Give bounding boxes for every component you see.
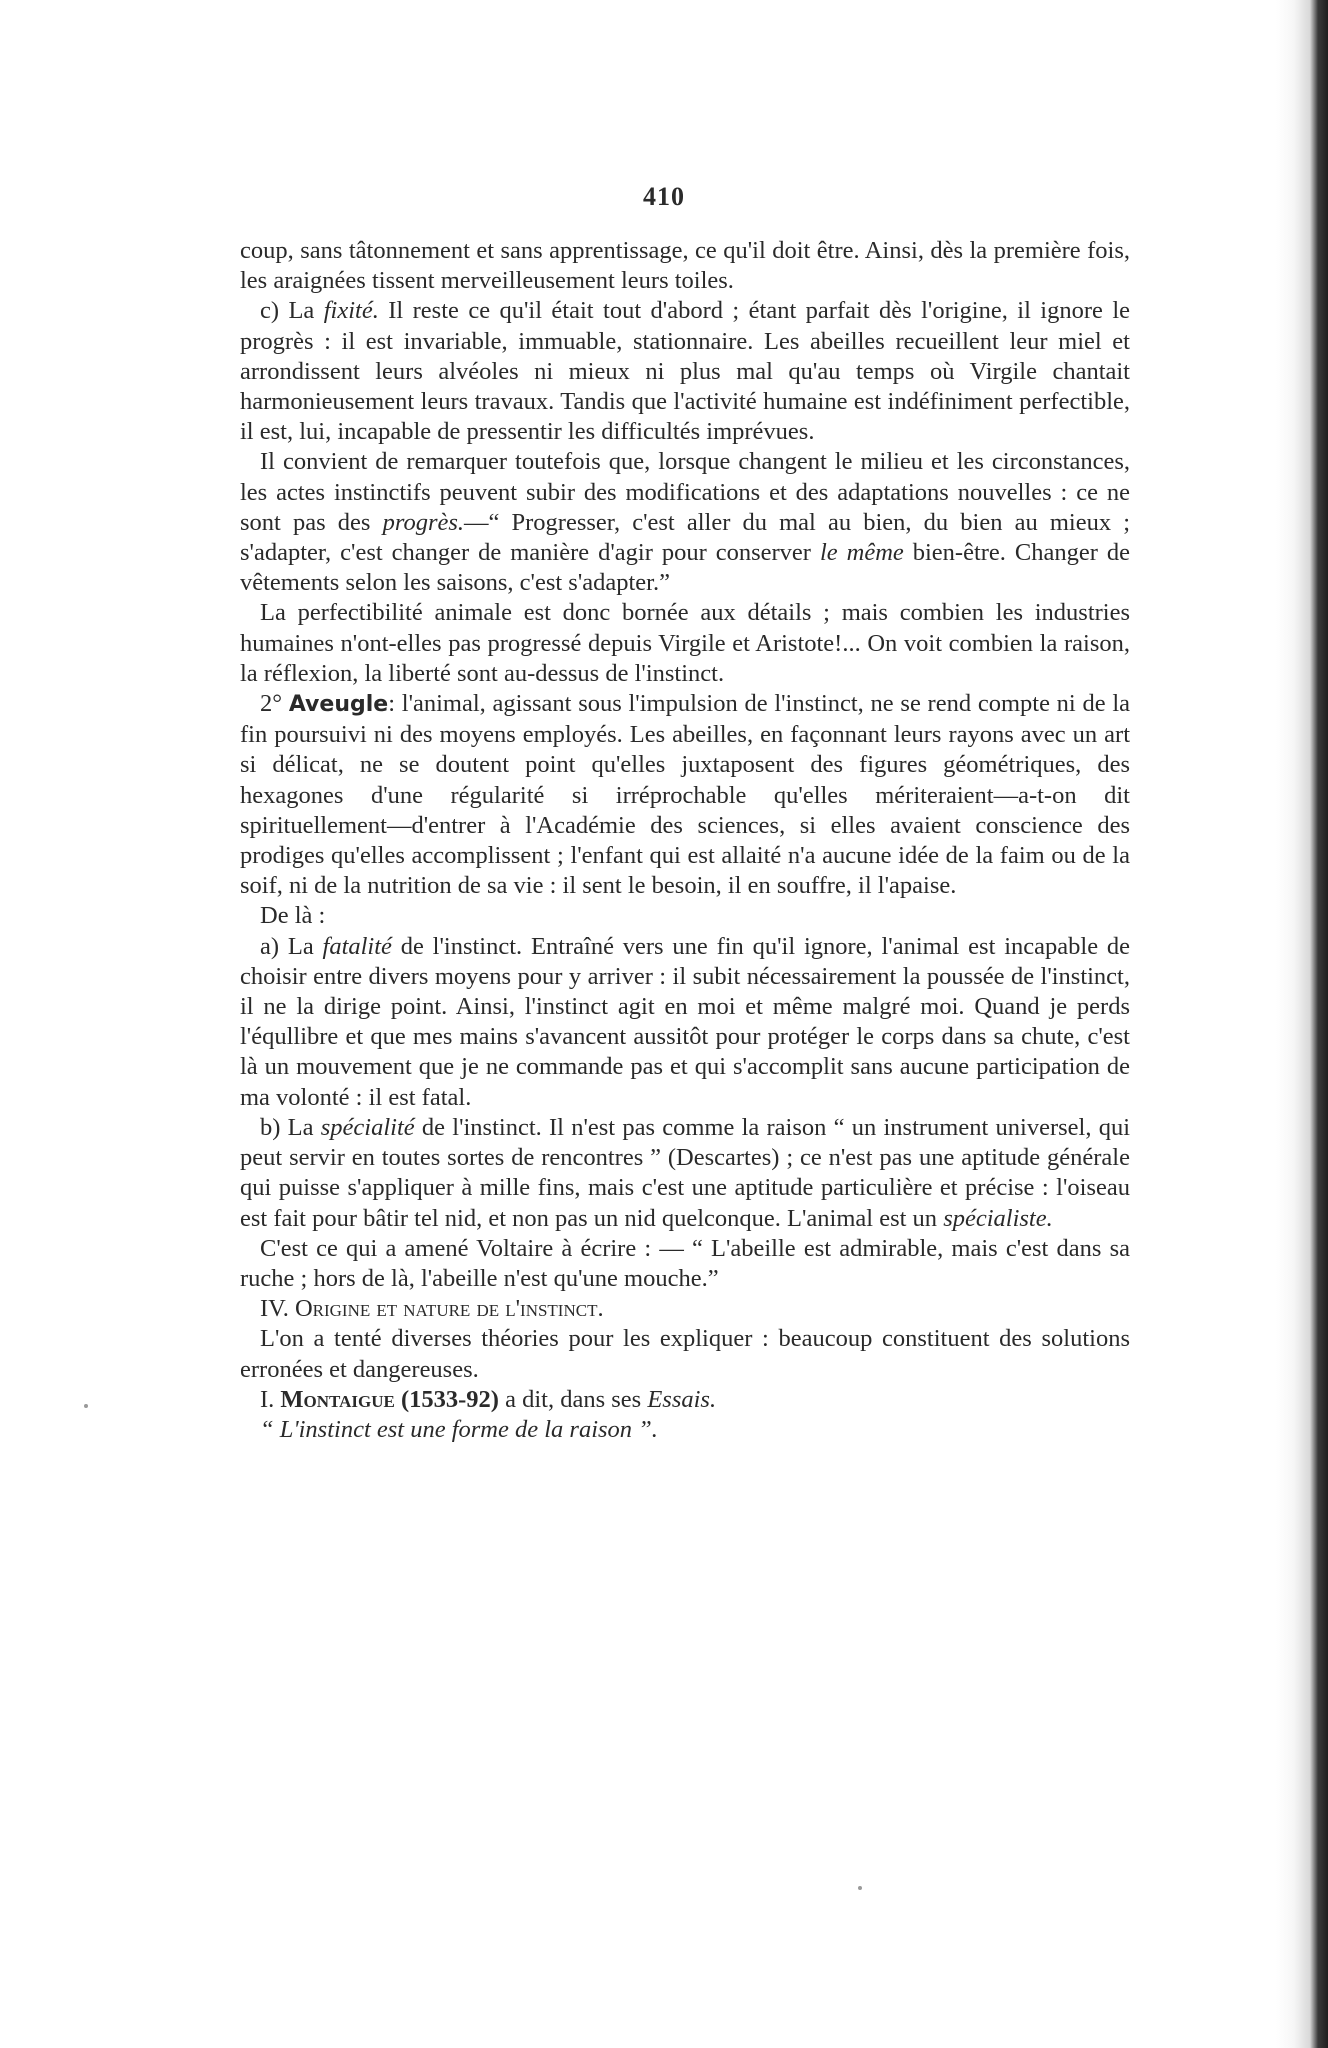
section-heading [240, 1294, 1130, 1324]
paragraph-text: de l'instinct. Il n'est pas comme la raison “ un instrument universel, qui peut servir en toutes sortes de rencontres ” (Descartes) ; ce n'est pas une aptitude générale qui puisse s'appliquer à mille fins, mais c'est une aptitude particulière et précise : l'oiseau est fait pour bâtir tel nid, et non pas un nid quelconque. L'animal est un [240, 1113, 1131, 1232]
item-number-i: I. [260, 1385, 275, 1413]
work-title: Essais. [647, 1385, 717, 1413]
paragraph-aveugle [240, 689, 1130, 901]
item-marker-a: a) [260, 932, 280, 960]
de-la-line: De là : [260, 902, 326, 930]
paragraph-text: l'animal, agissant sous l'impulsion de l'instinct, ne se rend compte ni de la fin poursuivi ni des moyens employés. Les abeilles, en façonnant leurs rayons avec un art si délicat, ne se doutent point qu'elles juxtaposent des figures géométriques, des hexagones d'une régularité si irréprochable qu'elles mériteraient—a-t-on dit spirituellement—d'entrer à l'Académie des sciences, si elles avaient conscience des prodiges qu'elles accomplissent ; l'enfant qui est allaité n'a aucune idée de la faim ou de la soif, ni de la nutrition de sa vie : il sent le besoin, il en souffre, il l'apaise. [240, 690, 1131, 900]
section-title: Origine et nature de l'instinct. [294, 1295, 604, 1323]
term-fixite: fixité. [323, 297, 379, 325]
page-edge-shadow [1276, 0, 1328, 2048]
quote-text: “ L'instinct est une forme de la raison ”. [260, 1415, 658, 1443]
paragraph-text: —“ Progresser, c'est aller du mal au bien, du bien au mieux ; s'adapter, c'est changer de manière d'agir pour conserver [240, 508, 1131, 567]
page-number: 410 [643, 182, 685, 211]
section-number: IV. [260, 1295, 289, 1323]
paragraph-text: de l'instinct. Entraîné vers une fin qu'il ignore, l'animal est incapable de choisir entre divers moyens pour y arriver : il subit nécessairement la poussée de l'instinct, il ne la dirige point. Ainsi, l'instinct agit en moi et même malgré moi. Quand je perds l'équllibre et que mes mains s'avancent aussitôt pour protéger le corps dans sa chute, c'est là un mouvement que je ne commande pas et qui s'accomplit sans aucune participation de ma volonté : il est fatal. [240, 932, 1130, 1111]
item-article: La [288, 297, 315, 325]
paragraph-perfectibilite: La perfectibilité animale est donc bornée aux détails ; mais combien les industries humaines n'ont-elles pas progressé depuis Virgile et Aristote!... On voit combien la raison, la réflexion, la liberté sont au-dessus de l'instinct. [240, 599, 1130, 687]
term-le-meme: le même [819, 539, 904, 567]
heading-aveugle: Aveugle [288, 692, 389, 718]
item-number-2: 2° [260, 690, 283, 718]
item-article: La [287, 932, 314, 960]
page-body [240, 236, 1130, 1445]
montaigne-quote [240, 1415, 1130, 1445]
colon: : [388, 690, 396, 718]
item-marker-b: b) [260, 1113, 281, 1141]
paragraph-fixite [240, 296, 1130, 447]
term-fatalite: fatalité [322, 932, 392, 960]
item-article: La [287, 1113, 314, 1141]
paragraph-adaptations [240, 447, 1130, 598]
term-progres: progrès. [382, 508, 465, 536]
scan-speck [858, 1886, 862, 1890]
paragraph-fatalite [240, 932, 1130, 1113]
paragraph-intro: coup, sans tâtonnement et sans apprentissage, ce qu'il doit être. Ainsi, dès la première fois, les araignées tissent merveilleusement leurs toiles. [240, 237, 1130, 295]
author-dates: (1533-92) [400, 1385, 499, 1413]
paragraph-text: Il reste ce qu'il était tout d'abord ; étant parfait dès l'origine, il ignore le progrès : il est invariable, immuable, stationnaire. Les abeilles recueillent leur miel et arrondissent leurs alvéoles ni mieux ni plus mal qu'au temps où Virgile chantait harmonieusement leurs travaux. Tandis que l'activité humaine est indéfiniment perfectible, il est, lui, incapable de pressentir les difficultés imprévues. [240, 297, 1131, 446]
scan-speck [84, 1404, 88, 1408]
paragraph-text: a dit, dans ses [505, 1385, 642, 1413]
paragraph-voltaire: C'est ce qui a amené Voltaire à écrire : — “ L'abeille est admirable, mais c'est dans sa ruche ; hors de là, l'abeille n'est qu'une mouche.” [240, 1234, 1130, 1292]
paragraph-specialite [240, 1113, 1130, 1234]
term-specialite: spécialité [320, 1113, 415, 1141]
paragraph-text: Il convient de remarquer toutefois que, lorsque changent le milieu et les circonstances, les actes instinctifs peuvent subir des modifications et des adaptations nouvelles : ce ne sont pas des [240, 448, 1130, 536]
paragraph-montaigne [240, 1385, 1130, 1415]
paragraph-theories: L'on a tenté diverses théories pour les expliquer : beaucoup constituent des solutions erronées et dangereuses. [240, 1325, 1130, 1383]
paragraph-text: bien-être. Changer de vêtements selon les saisons, c'est s'adapter.” [240, 539, 1131, 597]
item-marker-c: c) [260, 297, 280, 325]
term-specialiste: spécialiste. [943, 1204, 1053, 1232]
author-name: Montaigue [280, 1385, 395, 1413]
